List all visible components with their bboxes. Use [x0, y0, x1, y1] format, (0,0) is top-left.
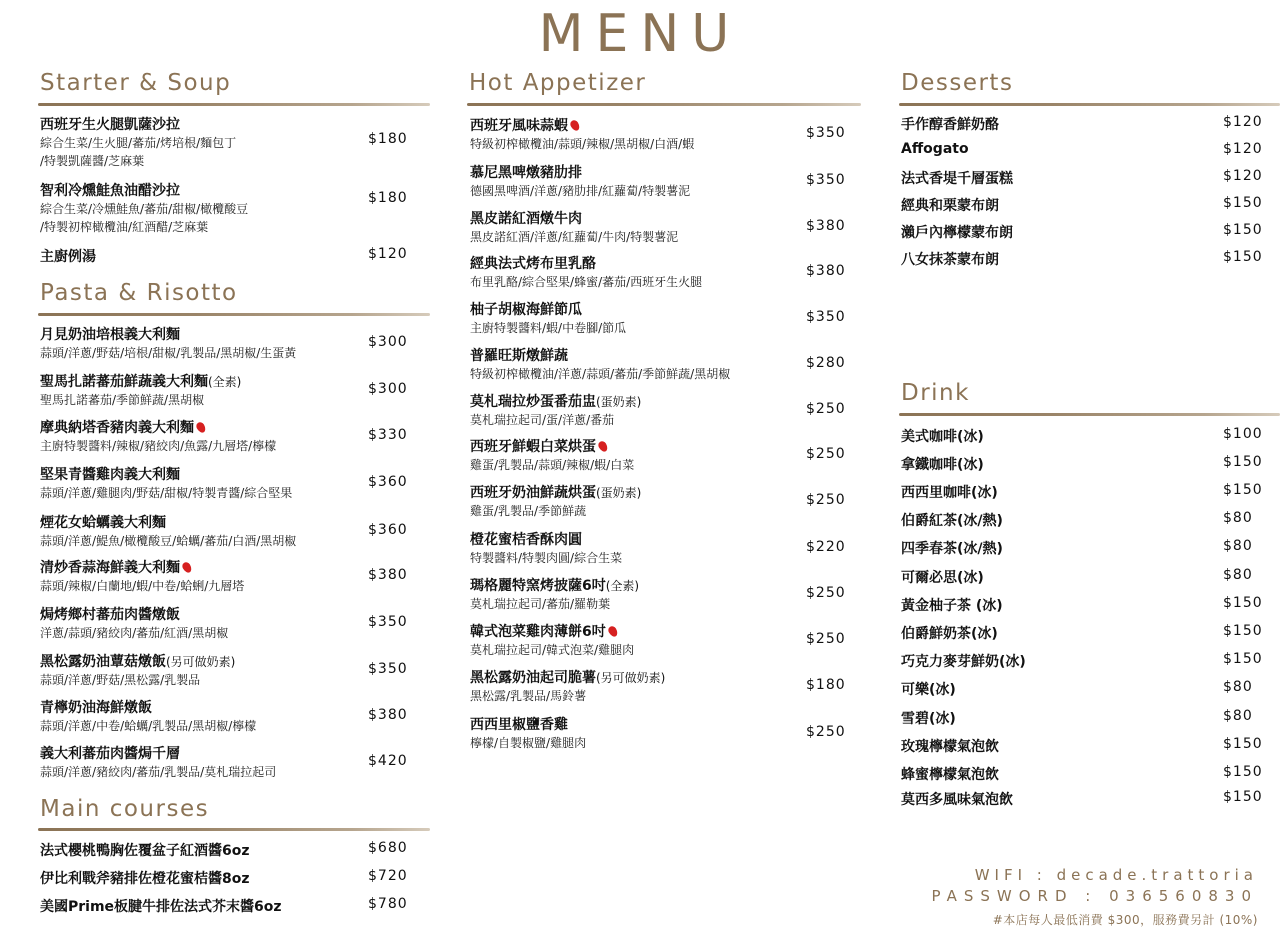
- item-desc: 綜合生菜/冷燻鮭魚/蕃茄/甜椒/橄欖酸豆: [40, 202, 249, 216]
- wifi-info: WIFI : decade.trattoria: [974, 866, 1258, 884]
- menu-item: [470, 714, 586, 752]
- item-name: [470, 714, 586, 734]
- item-desc: 綜合生菜/生火腿/蕃茄/烤培根/麵包丁: [40, 136, 237, 150]
- menu-item: 可樂(冰): [901, 682, 956, 698]
- item-price: $120: [368, 246, 408, 262]
- item-price: $220: [806, 539, 846, 555]
- menu-item: [40, 604, 228, 642]
- item-note: (另可做奶素): [166, 655, 236, 669]
- item-price: $120: [1223, 168, 1263, 184]
- item-name-text: 清炒香蒜海鮮義大利麵: [40, 560, 180, 576]
- item-desc: 蒜頭/洋蔥/野菇/黑松露/乳製品: [40, 673, 201, 687]
- menu-item: 西西里咖啡(冰): [901, 485, 998, 501]
- menu-item: 八女抹茶蒙布朗: [901, 252, 999, 268]
- menu-item: 美國Prime板腱牛排佐法式芥末醬6oz: [40, 899, 282, 915]
- item-name-text: 慕尼黑啤燉豬肋排: [470, 165, 582, 181]
- item-name: [470, 482, 641, 502]
- item-name-text: 經典法式烤布里乳酪: [470, 256, 596, 272]
- item-note: (全素): [605, 579, 640, 593]
- item-name: [40, 743, 276, 763]
- menu-item: 四季春茶(冰/熱): [901, 541, 1003, 557]
- section-title-main: Main courses: [40, 796, 210, 822]
- menu-item: [40, 114, 236, 170]
- menu-item: [470, 391, 641, 429]
- item-name: [470, 208, 678, 228]
- item-price: $350: [806, 125, 846, 141]
- item-desc: /特製凱薩醬/芝麻葉: [40, 154, 145, 168]
- section-title-starter: Starter & Soup: [40, 70, 232, 96]
- menu-item: 伊比利戰斧豬排佐橙花蜜桔醬8oz: [40, 871, 250, 887]
- menu-item: [40, 697, 256, 735]
- chili-pepper-icon: [597, 440, 609, 454]
- item-name-text: 橙花蜜桔香酥肉圓: [470, 532, 582, 548]
- item-name-text: 黑松露奶油蕈菇燉飯: [40, 654, 166, 670]
- item-name-text: 堅果青醬雞肉義大利麵: [40, 467, 180, 483]
- item-price: $780: [368, 896, 408, 912]
- item-price: $680: [368, 840, 408, 856]
- item-price: $80: [1223, 567, 1253, 583]
- item-note: (蛋奶素): [596, 486, 642, 500]
- item-price: $180: [368, 131, 408, 147]
- item-desc: 檸檬/自製椒鹽/雞腿肉: [470, 736, 587, 750]
- menu-item: [470, 299, 626, 337]
- menu-item: [470, 575, 639, 613]
- item-name: [40, 324, 296, 344]
- item-desc: 主廚特製醬料/辣椒/豬絞肉/魚露/九層塔/檸檬: [40, 439, 277, 453]
- menu-item: Affogato: [901, 141, 969, 157]
- item-price: $150: [1223, 789, 1263, 805]
- chili-pepper-icon: [195, 421, 207, 435]
- item-name: [40, 557, 244, 577]
- item-name-text: 月見奶油培根義大利麵: [40, 327, 180, 343]
- item-desc: 黑皮諾紅酒/洋蔥/紅蘿蔔/牛肉/特製薯泥: [470, 230, 679, 244]
- menu-item: 瀨戶內檸檬蒙布朗: [901, 225, 1013, 241]
- item-price: $250: [806, 446, 846, 462]
- item-price: $120: [1223, 114, 1263, 130]
- item-name-text: 聖馬扎諾蕃茄鮮蔬義大利麵: [40, 374, 208, 390]
- menu-item: [40, 371, 241, 409]
- menu-item: [40, 180, 248, 236]
- item-price: $80: [1223, 510, 1253, 526]
- menu-item: 伯爵鮮奶茶(冰): [901, 626, 998, 642]
- menu-item: 美式咖啡(冰): [901, 429, 984, 445]
- menu-item: [470, 253, 702, 291]
- item-desc: 特製醬料/特製肉圓/綜合生菜: [470, 551, 623, 565]
- menu-item: 巧克力麥芽鮮奶(冰): [901, 654, 1026, 670]
- item-price: $150: [1223, 736, 1263, 752]
- item-price: $100: [1223, 426, 1263, 442]
- item-name: [470, 529, 622, 549]
- minimum-charge-note: #本店每人最低消費 $300，服務費另計 (10%): [992, 913, 1258, 927]
- menu-item: 法式香堤千層蛋糕: [901, 171, 1013, 187]
- item-name: [470, 253, 702, 273]
- item-name: 智利冷燻鮭魚油醋沙拉: [40, 183, 180, 199]
- menu-item: 可爾必思(冰): [901, 570, 984, 586]
- item-desc: 黑松露/乳製品/馬鈴薯: [470, 689, 587, 703]
- item-name: [40, 697, 256, 717]
- item-price: $300: [368, 381, 408, 397]
- item-name: 主廚例湯: [40, 249, 96, 265]
- menu-item: 玫瑰檸檬氣泡飲: [901, 739, 999, 755]
- menu-item: [470, 436, 634, 474]
- item-price: $350: [806, 172, 846, 188]
- item-price: $120: [1223, 141, 1263, 157]
- menu-item: [470, 208, 678, 246]
- item-desc: 蒜頭/辣椒/白蘭地/蝦/中卷/蛤蜊/九層塔: [40, 579, 245, 593]
- item-price: $80: [1223, 679, 1253, 695]
- item-name: [40, 417, 276, 437]
- item-price: $250: [806, 492, 846, 508]
- menu-item: [470, 482, 641, 520]
- item-price: $350: [806, 309, 846, 325]
- menu-item: [40, 651, 235, 689]
- item-price: $300: [368, 334, 408, 350]
- item-name: [40, 651, 235, 671]
- item-name: [40, 464, 292, 484]
- menu-item: [40, 324, 296, 362]
- chili-pepper-icon: [569, 119, 581, 133]
- item-desc: 蒜頭/洋蔥/豬絞肉/蕃茄/乳製品/莫札瑞拉起司: [40, 765, 277, 779]
- menu-item: 黃金柚子茶 (冰): [901, 598, 1003, 614]
- menu-item: [470, 621, 634, 659]
- item-price: $150: [1223, 764, 1263, 780]
- menu-item: [40, 557, 244, 595]
- item-desc: 蒜頭/洋蔥/中卷/蛤蠣/乳製品/黑胡椒/檸檬: [40, 719, 257, 733]
- item-note: (全素): [208, 375, 242, 389]
- item-desc: 蒜頭/洋蔥/鯷魚/橄欖酸豆/蛤蠣/蕃茄/白酒/黑胡椒: [40, 534, 297, 548]
- menu-item: [40, 246, 96, 266]
- chili-pepper-icon: [181, 561, 193, 575]
- item-name: [470, 667, 665, 687]
- item-name-text: 摩典納塔香豬肉義大利麵: [40, 420, 194, 436]
- item-name-text: 黑松露奶油起司脆薯: [470, 670, 596, 686]
- section-divider: [38, 828, 430, 831]
- item-desc: 洋蔥/蒜頭/豬絞肉/蕃茄/紅酒/黑胡椒: [40, 626, 229, 640]
- item-note: (蛋奶素): [596, 395, 642, 409]
- item-name-text: 西班牙風味蒜蝦: [470, 118, 568, 134]
- item-name: [470, 391, 641, 411]
- item-desc: 莫札瑞拉起司/韓式泡菜/雞腿肉: [470, 643, 635, 657]
- section-title-hot: Hot Appetizer: [469, 70, 647, 96]
- menu-title: MENU: [538, 4, 742, 64]
- item-desc: 德國黑啤酒/洋蔥/豬肋排/紅蘿蔔/特製薯泥: [470, 184, 691, 198]
- chili-pepper-icon: [607, 625, 619, 639]
- item-price: $180: [806, 677, 846, 693]
- item-price: $420: [368, 753, 408, 769]
- item-price: $150: [1223, 222, 1263, 238]
- password-info: PASSWORD : 036560830: [931, 887, 1258, 905]
- item-name: [470, 345, 730, 365]
- item-price: $380: [806, 218, 846, 234]
- section-divider: [899, 413, 1280, 416]
- item-price: $180: [368, 190, 408, 206]
- item-price: $150: [1223, 482, 1263, 498]
- item-price: $80: [1223, 708, 1253, 724]
- section-title-desserts: Desserts: [901, 70, 1014, 96]
- item-price: $150: [1223, 195, 1263, 211]
- item-name: [470, 575, 639, 595]
- item-desc: 布里乳酪/綜合堅果/蜂蜜/蕃茄/西班牙生火腿: [470, 275, 703, 289]
- item-note: (另可做奶素): [596, 671, 666, 685]
- item-desc: 雞蛋/乳製品/季節鮮蔬: [470, 504, 587, 518]
- item-price: $350: [368, 614, 408, 630]
- item-price: $380: [368, 567, 408, 583]
- item-name-text: 焗烤鄉村蕃茄肉醬燉飯: [40, 607, 180, 623]
- section-divider: [467, 103, 861, 106]
- item-name-text: 普羅旺斯燉鮮蔬: [470, 348, 568, 364]
- item-price: $720: [368, 868, 408, 884]
- item-desc: 蒜頭/洋蔥/野菇/培根/甜椒/乳製品/黑胡椒/生蛋黃: [40, 346, 297, 360]
- section-title-pasta: Pasta & Risotto: [40, 280, 238, 306]
- item-name-text: 莫札瑞拉炒蛋番茄盅: [470, 394, 596, 410]
- menu-item: [470, 667, 665, 705]
- item-name-text: 柚子胡椒海鮮節瓜: [470, 302, 582, 318]
- menu-item: [470, 162, 690, 200]
- item-desc: 特級初榨橄欖油/蒜頭/辣椒/黑胡椒/白酒/蝦: [470, 137, 695, 151]
- item-name: [470, 621, 634, 641]
- item-desc: /特製初榨橄欖油/紅酒醋/芝麻葉: [40, 220, 209, 234]
- item-price: $150: [1223, 623, 1263, 639]
- menu-item: [470, 115, 694, 153]
- menu-item: [40, 464, 292, 502]
- menu-item: 莫西多風味氣泡飲: [901, 792, 1013, 808]
- item-price: $350: [368, 661, 408, 677]
- item-price: $360: [368, 474, 408, 490]
- item-desc: 莫札瑞拉起司/蛋/洋蔥/番茄: [470, 413, 615, 427]
- menu-item: [470, 345, 730, 383]
- item-name-text: 義大利蕃茄肉醬焗千層: [40, 746, 180, 762]
- item-name-text: 西西里椒鹽香雞: [470, 717, 568, 733]
- menu-item: [40, 512, 296, 550]
- item-price: $380: [806, 263, 846, 279]
- item-desc: 主廚特製醬料/蝦/中卷腳/節瓜: [470, 321, 627, 335]
- item-desc: 聖馬扎諾蕃茄/季節鮮蔬/黑胡椒: [40, 393, 205, 407]
- menu-item: 手作醇香鮮奶酪: [901, 117, 999, 133]
- item-name: 西班牙生火腿凱薩沙拉: [40, 117, 180, 133]
- item-price: $150: [1223, 454, 1263, 470]
- item-name-text: 黑皮諾紅酒燉牛肉: [470, 211, 582, 227]
- menu-item: 拿鐵咖啡(冰): [901, 457, 984, 473]
- item-price: $150: [1223, 651, 1263, 667]
- item-name-text: 西班牙奶油鮮蔬烘蛋: [470, 485, 596, 501]
- item-name: [470, 162, 690, 182]
- item-price: $330: [368, 427, 408, 443]
- item-name: [470, 115, 694, 135]
- menu-item: 法式櫻桃鴨胸佐覆盆子紅酒醬6oz: [40, 843, 250, 859]
- item-price: $250: [806, 401, 846, 417]
- menu-item: 經典和栗蒙布朗: [901, 198, 999, 214]
- item-name-text: 煙花女蛤蠣義大利麵: [40, 515, 166, 531]
- menu-item: 蜂蜜檸檬氣泡飲: [901, 767, 999, 783]
- item-name: [40, 371, 241, 391]
- section-divider: [899, 103, 1280, 106]
- item-price: $280: [806, 355, 846, 371]
- menu-item: [40, 417, 276, 455]
- item-name: [470, 436, 634, 456]
- item-price: $80: [1223, 538, 1253, 554]
- item-name: [470, 299, 626, 319]
- item-price: $250: [806, 724, 846, 740]
- item-name-text: 青檸奶油海鮮燉飯: [40, 700, 152, 716]
- menu-item: 伯爵紅茶(冰/熱): [901, 513, 1003, 529]
- item-price: $250: [806, 631, 846, 647]
- item-name-text: 瑪格麗特窯烤披薩6吋: [470, 578, 606, 594]
- item-name: [40, 512, 296, 532]
- item-name-text: 西班牙鮮蝦白菜烘蛋: [470, 439, 596, 455]
- item-name-text: 韓式泡菜雞肉薄餅6吋: [470, 624, 606, 640]
- item-desc: 蒜頭/洋蔥/雞腿肉/野菇/甜椒/特製青醬/綜合堅果: [40, 486, 293, 500]
- item-price: $150: [1223, 595, 1263, 611]
- item-price: $380: [368, 707, 408, 723]
- section-divider: [38, 103, 430, 106]
- section-title-drink: Drink: [901, 380, 970, 406]
- item-price: $150: [1223, 249, 1263, 265]
- menu-item: 雪碧(冰): [901, 711, 956, 727]
- item-price: $360: [368, 522, 408, 538]
- item-desc: 莫札瑞拉起司/蕃茄/羅勒葉: [470, 597, 611, 611]
- item-name: [40, 604, 228, 624]
- item-desc: 特級初榨橄欖油/洋蔥/蒜頭/蕃茄/季節鮮蔬/黑胡椒: [470, 367, 731, 381]
- section-divider: [38, 313, 430, 316]
- item-desc: 雞蛋/乳製品/蒜頭/辣椒/蝦/白菜: [470, 458, 635, 472]
- menu-item: [470, 529, 622, 567]
- item-price: $250: [806, 585, 846, 601]
- menu-item: [40, 743, 276, 781]
